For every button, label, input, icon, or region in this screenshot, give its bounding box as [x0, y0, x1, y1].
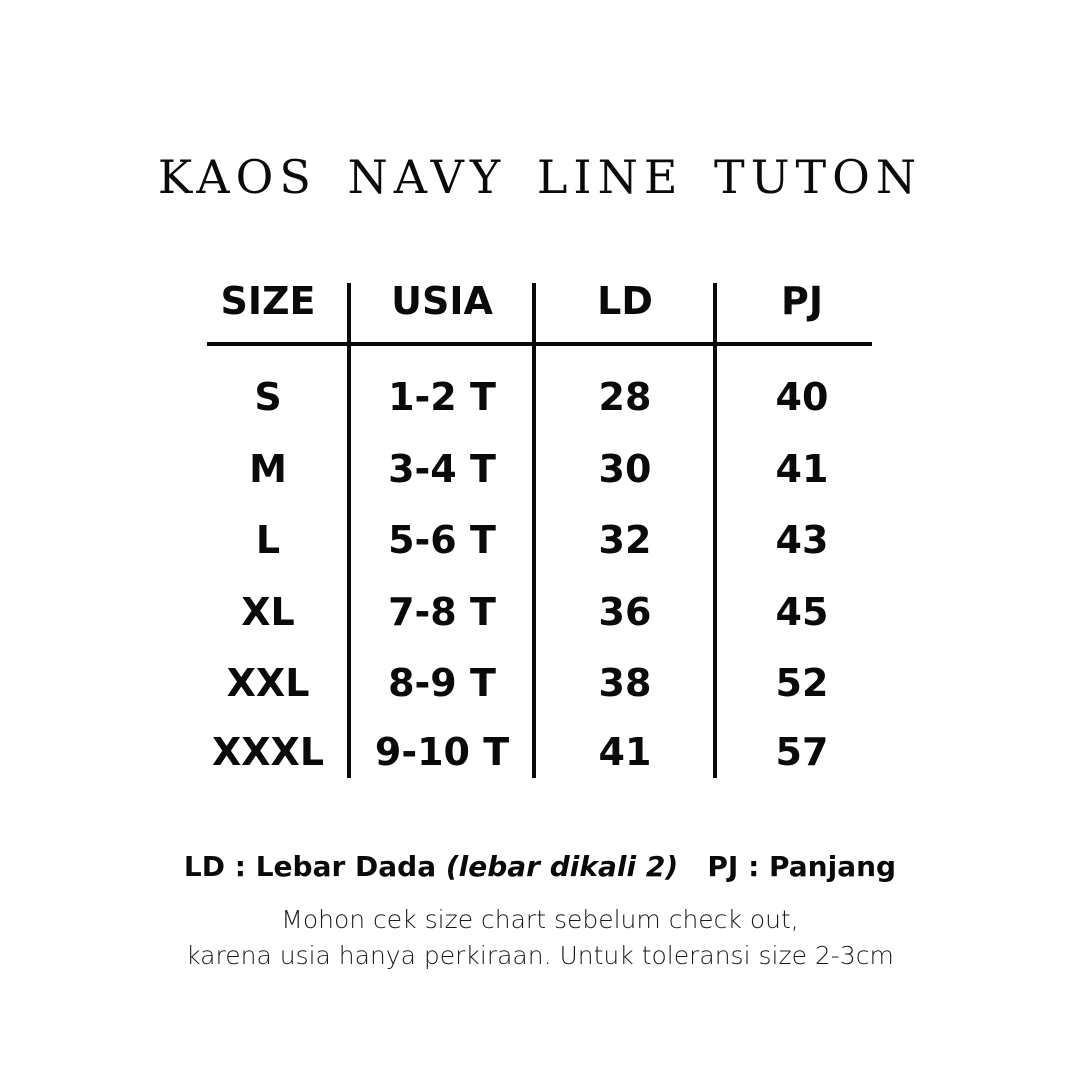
table-cell: 30	[598, 447, 652, 491]
table-cell: 36	[598, 590, 652, 634]
header-pj: PJ	[781, 279, 823, 323]
table-cell: 8-9 T	[388, 661, 496, 705]
table-cell: 7-8 T	[388, 590, 496, 634]
header-ld: LD	[597, 279, 653, 323]
table-cell: 57	[775, 730, 829, 774]
table-cell: 1-2 T	[388, 375, 496, 419]
table-cell: 38	[598, 661, 652, 705]
header-size: SIZE	[220, 279, 316, 323]
page-title: KAOS NAVY LINE TUTON	[157, 150, 923, 204]
legend-ld-note: (lebar dikali 2)	[445, 850, 679, 883]
column-divider	[713, 283, 717, 778]
table-cell: 28	[598, 375, 652, 419]
note-line-2: karena usia hanya perkiraan. Untuk toleransi size 2-3cm	[186, 941, 894, 970]
table-cell: 52	[775, 661, 829, 705]
table-cell: XL	[241, 590, 295, 634]
table-cell: 3-4 T	[388, 447, 496, 491]
header-usia: USIA	[391, 279, 493, 323]
table-cell: M	[249, 447, 287, 491]
table-cell: 32	[598, 518, 652, 562]
table-cell: 45	[775, 590, 829, 634]
table-cell: XXXL	[211, 730, 325, 774]
table-cell: L	[255, 518, 281, 562]
table-cell: XXL	[226, 661, 310, 705]
legend-pj-label: PJ : Panjang	[707, 850, 897, 883]
column-divider	[347, 283, 351, 778]
table-cell: 9-10 T	[374, 730, 510, 774]
column-divider	[532, 283, 536, 778]
legend-ld-label: LD : Lebar Dada	[183, 850, 437, 883]
header-divider	[207, 342, 872, 346]
table-cell: 41	[598, 730, 652, 774]
note-line-1: Mohon cek size chart sebelum check out,	[281, 905, 799, 934]
table-cell: 5-6 T	[388, 518, 496, 562]
table-cell: 43	[775, 518, 829, 562]
table-cell: 40	[775, 375, 829, 419]
legend	[0, 850, 1080, 883]
table-cell: S	[254, 375, 282, 419]
table-cell: 41	[775, 447, 829, 491]
